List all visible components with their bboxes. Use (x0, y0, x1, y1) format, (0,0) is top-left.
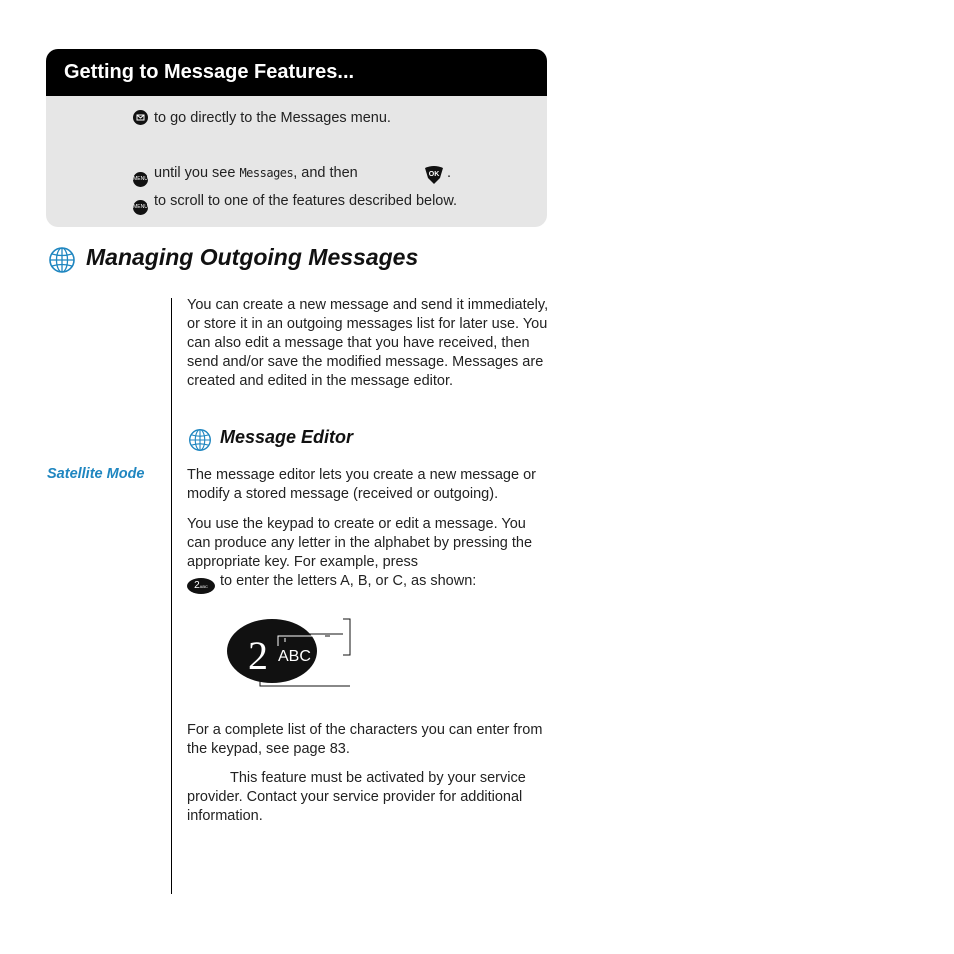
editor-p2-end: to enter the letters A, B, or C, as shown: (220, 573, 477, 589)
margin-rule (171, 298, 172, 894)
lcd-messages-text: Messages (239, 166, 294, 180)
menu-key-icon: MENU (133, 172, 148, 187)
globe-icon (188, 428, 212, 452)
diagram-digit: 2 (248, 633, 268, 678)
step-scroll-features (133, 193, 457, 215)
step1-text: to go directly to the Messages menu. (154, 110, 391, 126)
intro-paragraph (187, 296, 549, 391)
envelope-key-icon (133, 110, 148, 125)
globe-icon (48, 246, 76, 274)
editor-p1-text: The message editor lets you create a new message or modify a stored message (received or outgoing). (187, 467, 536, 502)
key-2-digit: 2 (194, 580, 200, 591)
step-menu-scroll (133, 165, 358, 187)
editor-p2 (187, 515, 549, 594)
step3-text: to scroll to one of the features described below. (154, 193, 458, 209)
step2-pre: until you see (154, 165, 236, 181)
subsection-title: Message Editor (220, 427, 354, 447)
step2-end: . (447, 165, 452, 181)
ok-key-icon (424, 165, 444, 185)
key-2-icon (187, 578, 215, 594)
section-title: Managing Outgoing Messages (86, 244, 419, 270)
editor-paragraph-1 (187, 466, 549, 504)
ok-key-label: OK (428, 171, 440, 178)
key-2-diagram (225, 612, 365, 696)
editor-paragraph-4 (187, 769, 549, 826)
box-title: Getting to Message Features... (46, 49, 547, 96)
sidebar-label: Satellite Mode (47, 466, 145, 482)
step2-post: , and then (293, 165, 358, 181)
menu-key-icon: MENU (133, 200, 148, 215)
diagram-letters: ABC (278, 648, 311, 665)
intro-text: You can create a new message and send it immediately, or store it in an outgoing messages list for later use. You can also edit a message that you have received, then send and/or save the modified message. Messages are created and edited in the message editor. (187, 297, 549, 389)
step-messages-key (133, 110, 391, 126)
editor-paragraph-3 (187, 721, 549, 759)
editor-p3-text: For a complete list of the characters you can enter from the keypad, see page 83. (187, 722, 543, 757)
editor-paragraph-2 (187, 515, 549, 594)
editor-p4-text: This feature must be activated by your service provider. Contact your service provider for additional information. (187, 770, 526, 824)
key-2-letters: ABC (199, 584, 208, 589)
editor-p2-text: You use the keypad to create or edit a message. You can produce any letter in the alphabet by pressing the appropriate key. For example, press (187, 516, 533, 570)
